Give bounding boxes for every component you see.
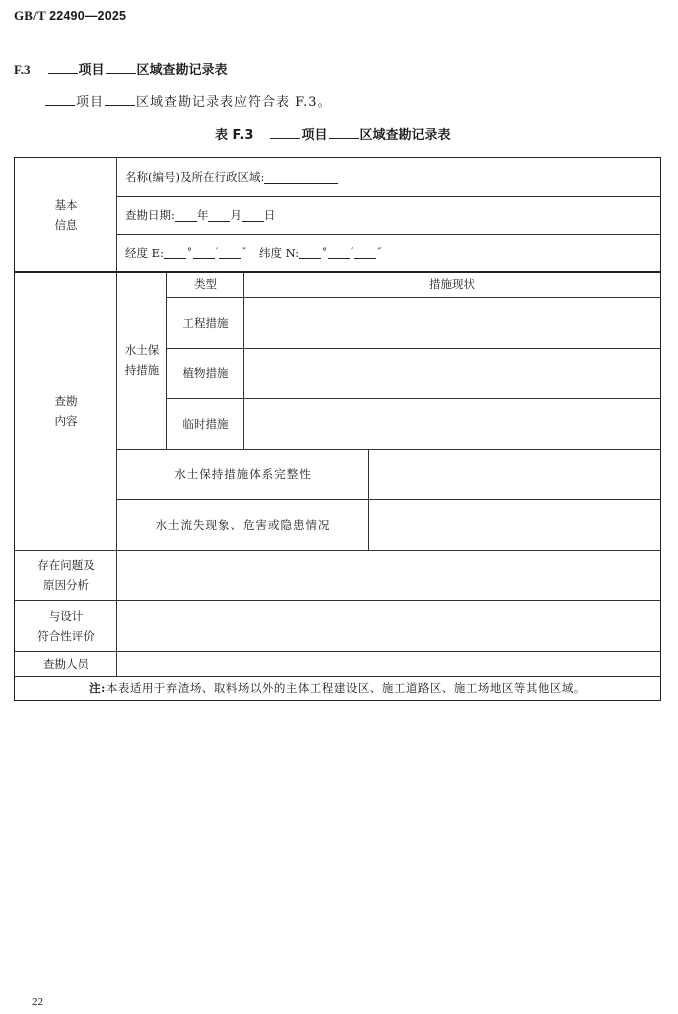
longitude-minute-blank[interactable] bbox=[193, 246, 215, 259]
degree-symbol: ° bbox=[186, 246, 192, 258]
engineering-measures-label: 工程措施 bbox=[182, 315, 229, 330]
label-line: 水土保 bbox=[124, 343, 160, 357]
completeness-label: 水土保持措施体系完整性 bbox=[174, 467, 312, 481]
blank-underline bbox=[329, 128, 359, 139]
table-caption bbox=[215, 124, 451, 143]
coordinates-row[interactable] bbox=[117, 234, 660, 271]
conformity-label bbox=[15, 600, 117, 651]
label-line: 持措施 bbox=[124, 363, 160, 377]
name-field-blank[interactable] bbox=[264, 171, 338, 184]
latitude-minute-blank[interactable] bbox=[328, 246, 350, 259]
section-number: F.3 bbox=[14, 62, 31, 77]
note-text: 本表适用于弃渣场、取料场以外的主体工程建设区、施工道路区、施工场地区等其他区域。 bbox=[105, 681, 586, 695]
temporary-measures-status-field[interactable] bbox=[244, 398, 660, 449]
label-line: 内容 bbox=[54, 413, 78, 428]
standard-prefix: GB/T bbox=[14, 8, 46, 23]
day-label: 日 bbox=[263, 208, 276, 222]
body-part2: 区域查勘记录表应符合表 F.3。 bbox=[136, 95, 332, 110]
section-heading bbox=[14, 59, 228, 78]
status-header: 措施现状 bbox=[429, 277, 475, 291]
body-paragraph bbox=[44, 91, 332, 110]
day-blank[interactable] bbox=[242, 209, 264, 222]
label-line: 符合性评价 bbox=[37, 628, 95, 643]
vegetation-measures-label: 植物措施 bbox=[182, 366, 229, 380]
second-symbol: ″ bbox=[377, 246, 382, 258]
longitude-label: 经度 E: bbox=[125, 245, 164, 260]
erosion-field[interactable] bbox=[369, 499, 660, 550]
problems-field[interactable] bbox=[117, 550, 660, 600]
table-note bbox=[15, 676, 660, 700]
label-line: 信息 bbox=[54, 217, 78, 232]
year-blank[interactable] bbox=[175, 209, 197, 222]
type-header: 类型 bbox=[194, 277, 217, 291]
engineering-measures-status-field[interactable] bbox=[244, 297, 660, 348]
minute-symbol: ′ bbox=[215, 246, 219, 258]
caption-part1: 项目 bbox=[301, 128, 328, 143]
surveyors-label: 查勘人员 bbox=[43, 656, 89, 671]
problems-label bbox=[15, 550, 117, 600]
degree-symbol: ° bbox=[322, 246, 328, 258]
latitude-second-blank[interactable] bbox=[354, 246, 376, 259]
completeness-field[interactable] bbox=[369, 449, 660, 499]
page-number: 22 bbox=[32, 996, 43, 1008]
section-title-part1: 项目 bbox=[78, 63, 105, 78]
conformity-field[interactable] bbox=[117, 600, 660, 651]
note-label: 注: bbox=[89, 681, 106, 695]
month-label: 月 bbox=[230, 208, 242, 222]
survey-content-label bbox=[15, 271, 117, 550]
survey-record-table bbox=[14, 157, 661, 701]
soil-conservation-measures-label bbox=[117, 271, 167, 449]
longitude-second-blank[interactable] bbox=[219, 246, 241, 259]
caption-number: 表 F.3 bbox=[215, 128, 254, 143]
label-line: 存在问题及 bbox=[37, 558, 95, 572]
month-blank[interactable] bbox=[208, 209, 230, 222]
year-label: 年 bbox=[196, 208, 209, 222]
blank-underline bbox=[106, 63, 136, 74]
surveyors-field[interactable] bbox=[117, 651, 660, 676]
blank-underline bbox=[45, 95, 75, 106]
temporary-measures-label: 临时措施 bbox=[182, 416, 229, 431]
erosion-label: 水土流失现象、危害或隐患情况 bbox=[155, 517, 331, 532]
date-label: 查勘日期: bbox=[125, 208, 175, 222]
caption-part2: 区域查勘记录表 bbox=[359, 128, 451, 143]
body-part1: 项目 bbox=[76, 95, 105, 110]
second-symbol: ″ bbox=[242, 246, 246, 258]
latitude-degree-blank[interactable] bbox=[299, 246, 321, 259]
standard-number-header bbox=[14, 8, 126, 24]
label-line: 查勘 bbox=[54, 393, 78, 408]
blank-underline bbox=[105, 95, 135, 106]
longitude-degree-blank[interactable] bbox=[164, 246, 186, 259]
name-field-label: 名称(编号)及所在行政区域: bbox=[125, 170, 265, 184]
minute-symbol: ′ bbox=[351, 246, 354, 258]
standard-number: 22490—2025 bbox=[49, 9, 127, 23]
label-line: 原因分析 bbox=[43, 578, 89, 592]
blank-underline bbox=[270, 128, 300, 139]
vegetation-measures-status-field[interactable] bbox=[244, 348, 660, 398]
name-field-row[interactable] bbox=[117, 158, 660, 196]
label-line: 基本 bbox=[54, 197, 78, 212]
section-title-part2: 区域查勘记录表 bbox=[136, 63, 228, 78]
blank-underline bbox=[48, 63, 78, 74]
label-line: 与设计 bbox=[48, 608, 84, 623]
date-field-row[interactable] bbox=[117, 196, 660, 234]
latitude-label: 纬度 N: bbox=[258, 245, 300, 260]
basic-info-label bbox=[15, 158, 117, 271]
